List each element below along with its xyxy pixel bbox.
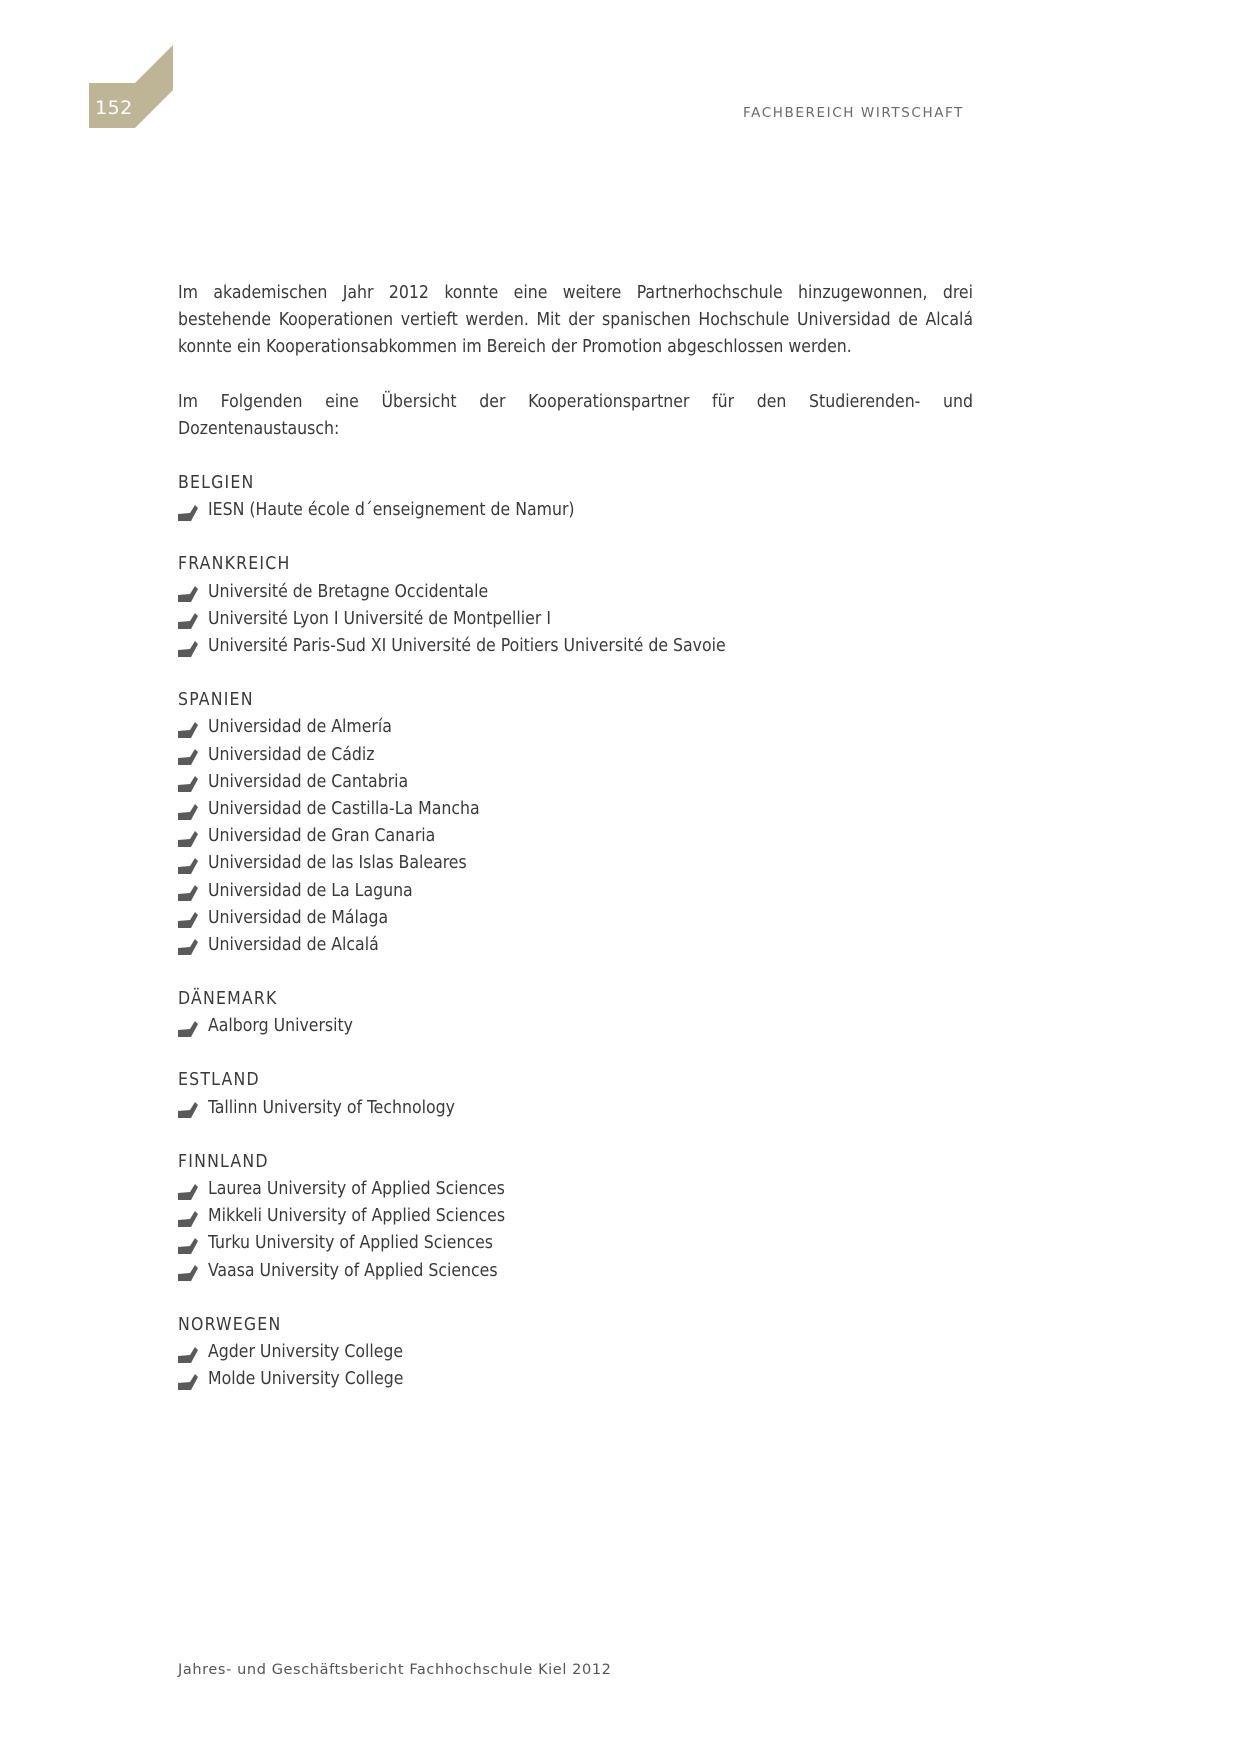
partner-list xyxy=(178,1095,973,1122)
partner-list xyxy=(178,1339,973,1393)
list-item xyxy=(178,579,973,606)
partner-name: Turku University of Applied Sciences xyxy=(208,1233,493,1254)
partner-name: Universidad de La Laguna xyxy=(208,880,413,901)
main-content xyxy=(178,280,973,1420)
checkmark-bullet-icon xyxy=(178,584,198,600)
partner-name: Universidad de Castilla-La Mancha xyxy=(208,798,480,819)
checkmark-bullet-icon xyxy=(178,503,198,519)
list-item xyxy=(178,905,973,932)
country-section xyxy=(178,1312,973,1394)
list-item xyxy=(178,769,973,796)
partner-name: Universidad de Alcalá xyxy=(208,934,379,955)
checkmark-bullet-icon xyxy=(178,1209,198,1225)
checkmark-bullet-icon xyxy=(178,720,198,736)
checkmark-bullet-icon xyxy=(178,611,198,627)
partner-name: Agder University College xyxy=(208,1342,404,1362)
country-heading: NORWEGEN xyxy=(178,1314,282,1335)
checkmark-bullet-icon xyxy=(178,1263,198,1279)
intro-paragraph: Im Folgenden eine Übersicht der Kooperationspartner für den Studierenden- und Dozentenaustausch: xyxy=(178,391,973,439)
checkmark-bullet-icon xyxy=(178,1100,198,1116)
partner-list xyxy=(178,579,973,661)
checkmark-bullet-icon xyxy=(178,1345,198,1361)
country-section xyxy=(178,1149,973,1285)
checkmark-bullet-icon xyxy=(178,747,198,763)
list-item xyxy=(178,1366,973,1393)
partner-list xyxy=(178,714,973,959)
page-number: 152 xyxy=(95,97,133,119)
checkmark-bullet-icon xyxy=(178,1372,198,1388)
partner-name: Université Lyon I Université de Montpellier I xyxy=(208,608,551,629)
partner-list xyxy=(178,1013,973,1040)
partner-name: Universidad de Cádiz xyxy=(208,744,375,765)
checkmark-bullet-icon xyxy=(178,1236,198,1252)
list-item xyxy=(178,1013,973,1040)
footer: Jahres- und Geschäftsbericht Fachhochschule Kiel 2012 xyxy=(178,1662,612,1678)
country-heading: FRANKREICH xyxy=(178,554,291,575)
checkmark-bullet-icon xyxy=(178,910,198,926)
country-section xyxy=(178,470,973,524)
running-header: FACHBEREICH WIRTSCHAFT xyxy=(743,105,964,121)
country-section xyxy=(178,687,973,959)
page-number-badge xyxy=(89,45,173,128)
checkmark-bullet-icon xyxy=(178,829,198,845)
country-heading: ESTLAND xyxy=(178,1070,260,1091)
country-heading: SPANIEN xyxy=(178,690,254,711)
partner-name: Université Paris-Sud XI Université de Poitiers Université de Savoie xyxy=(208,635,726,656)
intro-text xyxy=(178,280,973,443)
checkmark-bullet-icon xyxy=(178,1019,198,1035)
country-heading: BELGIEN xyxy=(178,473,255,494)
partner-name: Université de Bretagne Occidentale xyxy=(208,581,489,602)
list-item xyxy=(178,1230,973,1257)
country-section xyxy=(178,551,973,660)
partner-name: Vaasa University of Applied Sciences xyxy=(208,1260,498,1281)
partner-name: Aalborg University xyxy=(208,1016,353,1037)
checkmark-bullet-icon xyxy=(178,802,198,818)
country-heading: DÄNEMARK xyxy=(178,989,278,1010)
list-item xyxy=(178,1258,973,1285)
country-section xyxy=(178,986,973,1040)
country-section xyxy=(178,1067,973,1121)
list-item xyxy=(178,606,973,633)
partner-name: Laurea University of Applied Sciences xyxy=(208,1179,505,1200)
list-item xyxy=(178,1095,973,1122)
partner-name: Molde University College xyxy=(208,1369,404,1390)
list-item xyxy=(178,932,973,959)
partner-name: Tallinn University of Technology xyxy=(208,1097,455,1118)
list-item xyxy=(178,742,973,769)
checkmark-bullet-icon xyxy=(178,937,198,953)
partner-name: IESN (Haute école d´enseignement de Namur) xyxy=(208,500,575,521)
country-heading: FINNLAND xyxy=(178,1151,269,1172)
partner-name: Universidad de Málaga xyxy=(208,907,389,928)
partner-name: Universidad de Almería xyxy=(208,717,392,738)
list-item xyxy=(178,878,973,905)
partner-sections xyxy=(178,470,973,1393)
partner-list xyxy=(178,1176,973,1285)
partner-list xyxy=(178,497,973,524)
partner-name: Universidad de Gran Canaria xyxy=(208,826,436,847)
checkmark-bullet-icon xyxy=(178,1182,198,1198)
list-item xyxy=(178,796,973,823)
checkmark-bullet-icon xyxy=(178,774,198,790)
list-item xyxy=(178,633,973,660)
intro-paragraph: Im akademischen Jahr 2012 konnte eine weitere Partnerhochschule hinzugewonnen, drei bestehende Kooperationen vertieft werden. Mit der spanischen Hochschule Universidad de Alcalá konnte ein Kooperationsabkommen im Bereich der Promotion abgeschlossen werden. xyxy=(178,283,973,358)
checkmark-bullet-icon xyxy=(178,856,198,872)
checkmark-bullet-icon xyxy=(178,639,198,655)
list-item xyxy=(178,1339,973,1366)
list-item xyxy=(178,714,973,741)
list-item xyxy=(178,850,973,877)
list-item xyxy=(178,823,973,850)
checkmark-bullet-icon xyxy=(178,883,198,899)
list-item xyxy=(178,497,973,524)
list-item xyxy=(178,1176,973,1203)
list-item xyxy=(178,1203,973,1230)
partner-name: Universidad de las Islas Baleares xyxy=(208,853,467,874)
partner-name: Mikkeli University of Applied Sciences xyxy=(208,1206,506,1227)
partner-name: Universidad de Cantabria xyxy=(208,771,409,792)
